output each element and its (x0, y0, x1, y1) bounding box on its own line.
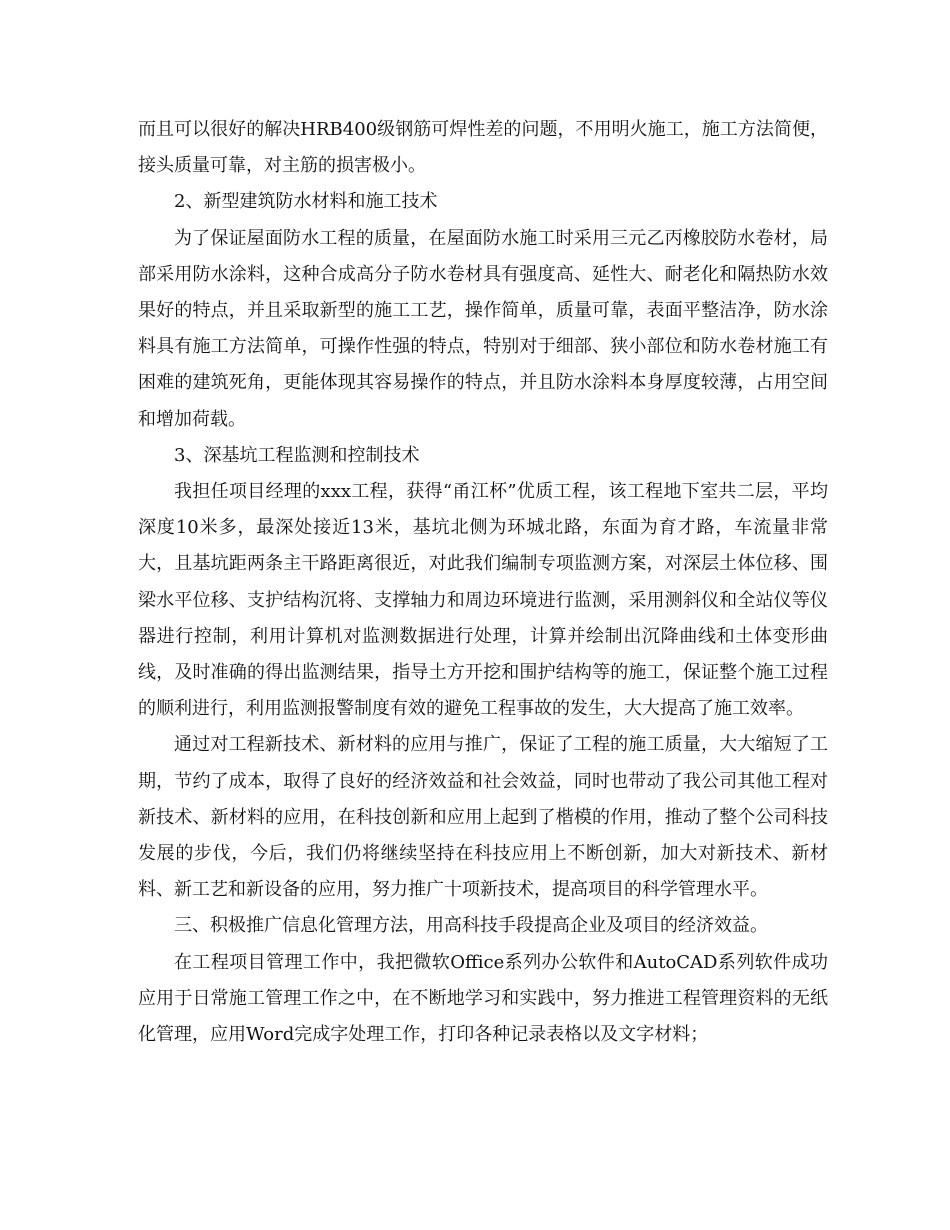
document-body (138, 112, 828, 1053)
section-heading-waterproofing: 2、新型建筑防水材料和施工技术 (174, 191, 438, 213)
paragraph-foundation-monitoring: 我担任项目经理的xxx工程，获得“甬江杯”优质工程，该工程地下室共二层，平均深度10米多，最深处接近13米，基坑北侧为环城北路，东面为育才路，车流量非常大，且基坑距两条主干路距离很近，对此我们编制专项监测方案，对深层土体位移、围梁水平位移、支护结构沉将、支撑轴力和周边环境进行监测，采用测斜仪和全站仪等仪器进行控制，利用计算机对监测数据进行处理，计算并绘制出沉降曲线和土体变形曲线，及时准确的得出监测结果，指导土方开挖和围护结构等的施工，保证整个施工过程的顺利进行，利用监测报警制度有效的避免工程事故的发生，大大提高了施工效率。 (138, 481, 828, 720)
section-heading-foundation-monitoring: 3、深基坑工程监测和控制技术 (174, 444, 420, 466)
paragraph-continuation: 而且可以很好的解决HRB400级钢筋可焊性差的问题，不用明火施工，施工方法简便，接头质量可靠，对主筋的损害极小。 (138, 119, 828, 177)
paragraph-waterproofing: 为了保证屋面防水工程的质量，在屋面防水施工时采用三元乙丙橡胶防水卷材，局部采用防水涂料，这种合成高分子防水卷材具有强度高、延性大、耐老化和隔热防水效果好的特点，并且采取新型的施工工艺，操作简单，质量可靠，表面平整洁净，防水涂料具有施工方法简单，可操作性强的特点，特别对于细部、狭小部位和防水卷材施工有困难的建筑死角，更能体现其容易操作的特点，并且防水涂料本身厚度较薄，占用空间和增加荷载。 (138, 227, 828, 430)
section-heading-informatization: 三、积极推广信息化管理方法，用高科技手段提高企业及项目的经济效益。 (174, 915, 768, 937)
paragraph-informatization: 在工程项目管理工作中，我把微软Office系列办公软件和AutoCAD系列软件成功应用于日常施工管理工作之中，在不断地学习和实践中，努力推进工程管理资料的无纸化管理，应用Word完成字处理工作，打印各种记录表格以及文字材料； (138, 951, 828, 1046)
paragraph-technology-summary: 通过对工程新技术、新材料的应用与推广，保证了工程的施工质量，大大缩短了工期，节约了成本，取得了良好的经济效益和社会效益，同时也带动了我公司其他工程对新技术、新材料的应用，在科技创新和应用上起到了楷模的作用，推动了整个公司科技发展的步伐，今后，我们仍将继续坚持在科技应用上不断创新，加大对新技术、新材料、新工艺和新设备的应用，努力推广十项新技术，提高项目的科学管理水平。 (138, 734, 828, 901)
